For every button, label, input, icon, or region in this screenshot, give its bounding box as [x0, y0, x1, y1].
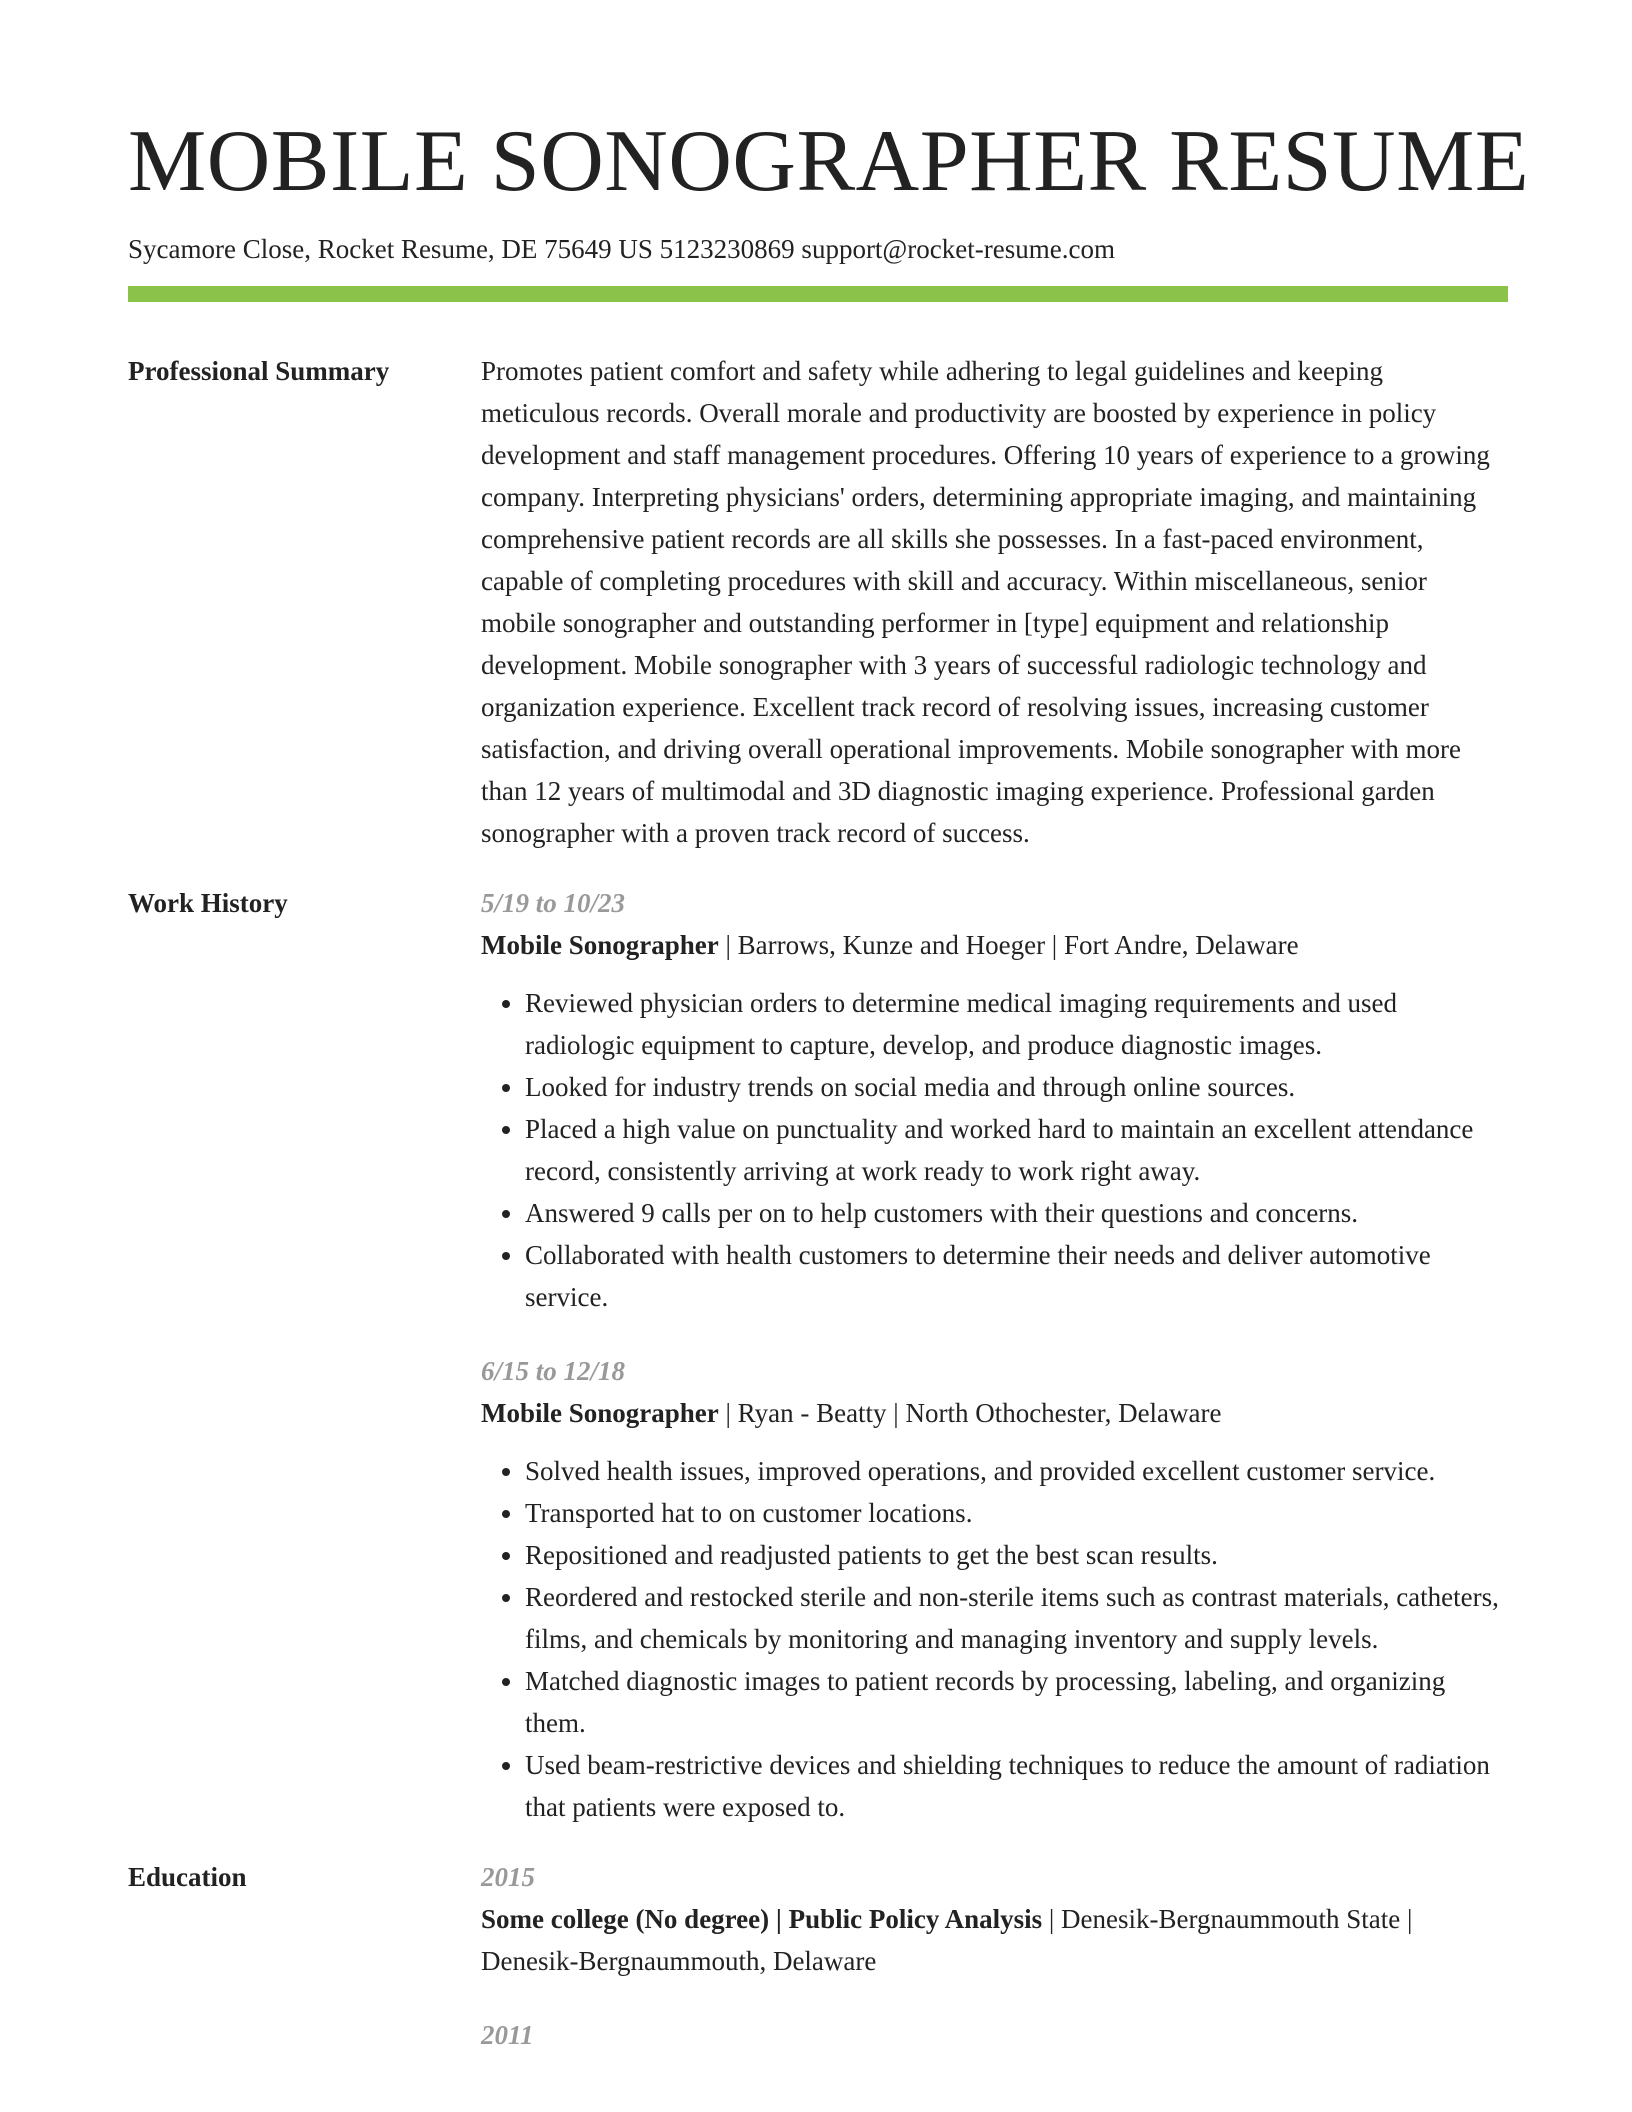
section-label-work-history: Work History: [128, 888, 288, 918]
job-company-location: | Ryan - Beatty | North Othochester, Delaware: [718, 1398, 1222, 1428]
list-item: • Transported hat to on customer locations.: [525, 1492, 1508, 1534]
education-section: [128, 1856, 1508, 2088]
summary-text: Promotes patient comfort and safety while adhering to legal guidelines and keeping meticulous records. Overall morale and productivity are boosted by experience in policy development and staff management procedures. Offering 10 years of experience to a growing company. Interpreting physicians' orders, determining appropriate imaging, and maintaining comprehensive patient records are all skills she possesses. In a fast-paced environment, capable of completing procedures with skill and accuracy. Within miscellaneous, senior mobile sonographer and outstanding performer in [type] equipment and relationship development. Mobile sonographer with 3 years of successful radiologic technology and organization experience. Excellent track record of resolving issues, increasing customer satisfaction, and driving overall operational improvements. Mobile sonographer with more than 12 years of multimodal and 3D diagnostic imaging experience. Professional garden sonographer with a proven track record of success.: [481, 356, 1490, 848]
list-item: • Reordered and restocked sterile and non-sterile items such as contrast materials, catheters, films, and chemicals by monitoring and managing inventory and supply levels.: [525, 1576, 1508, 1660]
resume-sections: [128, 350, 1508, 2088]
summary-section: [128, 350, 1508, 882]
list-item: • Placed a high value on punctuality and worked hard to maintain an excellent attendance record, consistently arriving at work ready to work right away.: [525, 1108, 1508, 1192]
job-bullets: [481, 982, 1508, 1318]
list-item: • Matched diagnostic images to patient records by processing, labeling, and organizing them.: [525, 1660, 1508, 1744]
section-label-education: Education: [128, 1862, 247, 1892]
job-dates: 5/19 to 10/23: [481, 888, 626, 918]
job-dates: 6/15 to 12/18: [481, 1356, 626, 1386]
section-label-summary: Professional Summary: [128, 356, 390, 386]
accent-divider: [128, 286, 1508, 302]
education-year: 2015: [481, 1862, 535, 1892]
list-item: • Repositioned and readjusted patients to get the best scan results.: [525, 1534, 1508, 1576]
list-item: • Reviewed physician orders to determine medical imaging requirements and used radiologic equipment to capture, develop, and produce diagnostic images.: [525, 982, 1508, 1066]
list-item: • Used beam-restrictive devices and shielding techniques to reduce the amount of radiation that patients were exposed to.: [525, 1744, 1508, 1828]
job-title: Mobile Sonographer: [481, 930, 719, 960]
job-title: Mobile Sonographer: [481, 1398, 719, 1428]
job-heading: [481, 1392, 1508, 1434]
job-entry: [481, 882, 1508, 1318]
job-entry: [481, 1350, 1508, 1828]
education-entry: [481, 2014, 1508, 2056]
work-history-section: [128, 882, 1508, 1856]
job-company-location: | Barrows, Kunze and Hoeger | Fort Andre, Delaware: [718, 930, 1299, 960]
contact-line: Sycamore Close, Rocket Resume, DE 75649 US 5123230869 support@rocket-resume.com: [128, 234, 1115, 264]
education-content: [481, 1856, 1508, 2088]
list-item: • Looked for industry trends on social media and through online sources.: [525, 1066, 1508, 1108]
education-heading: [481, 1898, 1508, 1982]
work-history-content: [481, 882, 1508, 1856]
job-heading: [481, 924, 1508, 966]
education-entry: [481, 1856, 1508, 1982]
education-year: 2011: [481, 2020, 534, 2050]
summary-content: [481, 350, 1508, 882]
resume-title: MOBILE SONOGRAPHER RESUME: [128, 113, 1530, 210]
list-item: • Solved health issues, improved operations, and provided excellent customer service.: [525, 1450, 1508, 1492]
education-school-location: | Denesik-Bergnaummouth State | Denesik-Bergnaummouth, Delaware: [481, 1904, 1413, 1976]
job-bullets: [481, 1450, 1508, 1828]
list-item: • Collaborated with health customers to determine their needs and deliver automotive service.: [525, 1234, 1508, 1318]
education-degree: Some college (No degree) | Public Policy Analysis: [481, 1904, 1043, 1934]
list-item: • Answered 9 calls per on to help customers with their questions and concerns.: [525, 1192, 1508, 1234]
